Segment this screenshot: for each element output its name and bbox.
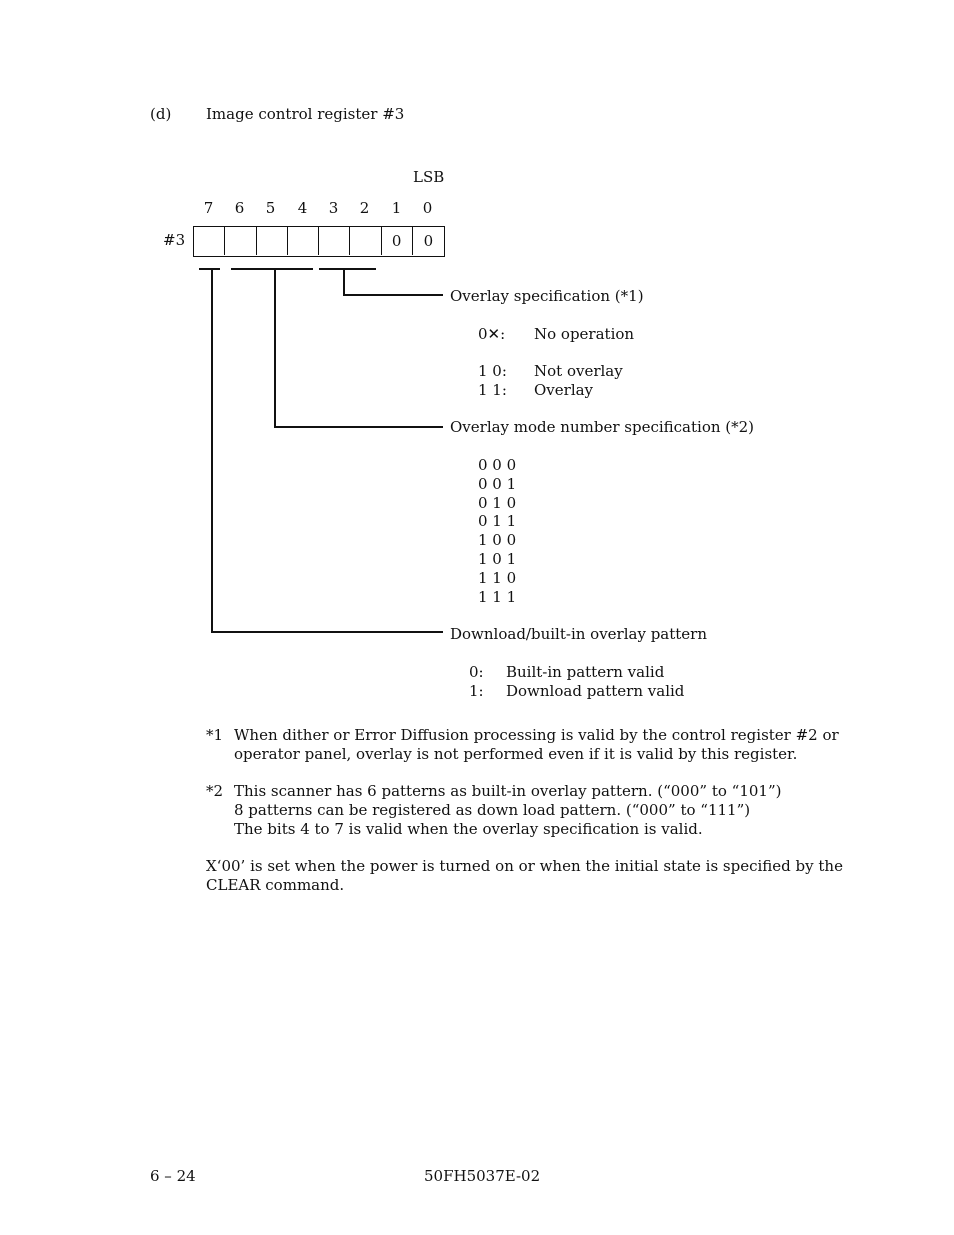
leader-download-vertical <box>211 269 213 633</box>
closing-line: X‘00’ is set when the power is turned on or when the initial state is specified by the <box>206 857 843 875</box>
leader-overlay-spec-horizontal <box>343 294 443 296</box>
download-desc-0: Built-in pattern valid <box>506 663 665 681</box>
bracket-bits6-4 <box>231 268 313 270</box>
bit-number-3: 3 <box>328 199 339 217</box>
bracket-bit7 <box>199 268 220 270</box>
note-2-line: The bits 4 to 7 is valid when the overlay specification is valid. <box>234 820 703 838</box>
note-1-line: When dither or Error Diffusion processing is valid by the control register #2 or <box>234 726 839 744</box>
overlay-spec-desc-2: Overlay <box>534 381 594 399</box>
bit-cell-0: 0 <box>423 232 434 250</box>
overlay-mode-code: 1 0 0 <box>478 531 517 549</box>
note-1-line: operator panel, overlay is not performed even if it is valid by this register. <box>234 745 798 763</box>
overlay-mode-code: 0 1 0 <box>478 494 517 512</box>
bit-cell-4 <box>288 227 319 255</box>
leader-overlay-spec-vertical <box>343 269 345 295</box>
register-bit-cells <box>193 226 445 257</box>
note-1-mark: *1 <box>206 726 224 744</box>
bit-number-0: 0 <box>422 199 433 217</box>
overlay-spec-code-0: 0✕: <box>478 325 506 343</box>
download-code-0: 0: <box>469 663 484 681</box>
leader-overlay-mode-vertical <box>274 269 276 427</box>
bit-number-4: 4 <box>297 199 308 217</box>
download-desc-1: Download pattern valid <box>506 682 685 700</box>
document-id: 50FH5037E-02 <box>424 1167 541 1185</box>
overlay-mode-code: 0 0 0 <box>478 456 517 474</box>
overlay-mode-code: 0 0 1 <box>478 475 517 493</box>
note-2-mark: *2 <box>206 782 224 800</box>
overlay-mode-code: 1 0 1 <box>478 550 517 568</box>
overlay-mode-title: Overlay mode number specification (*2) <box>450 418 755 436</box>
overlay-spec-code-1: 1 0: <box>478 362 507 380</box>
page-number: 6 – 24 <box>150 1167 196 1185</box>
bit-number-1: 1 <box>391 199 402 217</box>
bit-number-7: 7 <box>203 199 214 217</box>
overlay-spec-code-2: 1 1: <box>478 381 507 399</box>
leader-download-horizontal <box>211 631 443 633</box>
overlay-spec-desc-1: Not overlay <box>534 362 623 380</box>
section-label: (d) <box>150 105 172 123</box>
bit-number-6: 6 <box>234 199 245 217</box>
bit-cell-7 <box>194 227 225 255</box>
bit-number-5: 5 <box>265 199 276 217</box>
bit-cell-6 <box>225 227 256 255</box>
bit-number-2: 2 <box>359 199 370 217</box>
download-code-1: 1: <box>469 682 484 700</box>
section-title: Image control register #3 <box>206 105 405 123</box>
overlay-spec-desc-0: No operation <box>534 325 635 343</box>
note-2 <box>206 782 826 842</box>
bit-cell-1: 0 <box>382 227 413 255</box>
download-title: Download/built-in overlay pattern <box>450 625 708 643</box>
bit-cell-5 <box>257 227 288 255</box>
bit-cell-3 <box>319 227 350 255</box>
overlay-mode-code: 1 1 1 <box>478 588 517 606</box>
note-1 <box>206 726 839 766</box>
register-name: #3 <box>163 231 186 249</box>
note-2-line: 8 patterns can be registered as down load pattern. (“000” to “111”) <box>234 801 751 819</box>
bracket-bits3-2 <box>319 268 376 270</box>
bit-cell-2 <box>350 227 381 255</box>
lsb-label: LSB <box>413 168 445 186</box>
note-2-line: This scanner has 6 patterns as built-in overlay pattern. (“000” to “101”) <box>234 782 782 800</box>
closing-line: CLEAR command. <box>206 876 345 894</box>
overlay-mode-code: 1 1 0 <box>478 569 517 587</box>
leader-overlay-mode-horizontal <box>274 426 443 428</box>
overlay-mode-code: 0 1 1 <box>478 512 517 530</box>
overlay-spec-title: Overlay specification (*1) <box>450 287 644 305</box>
